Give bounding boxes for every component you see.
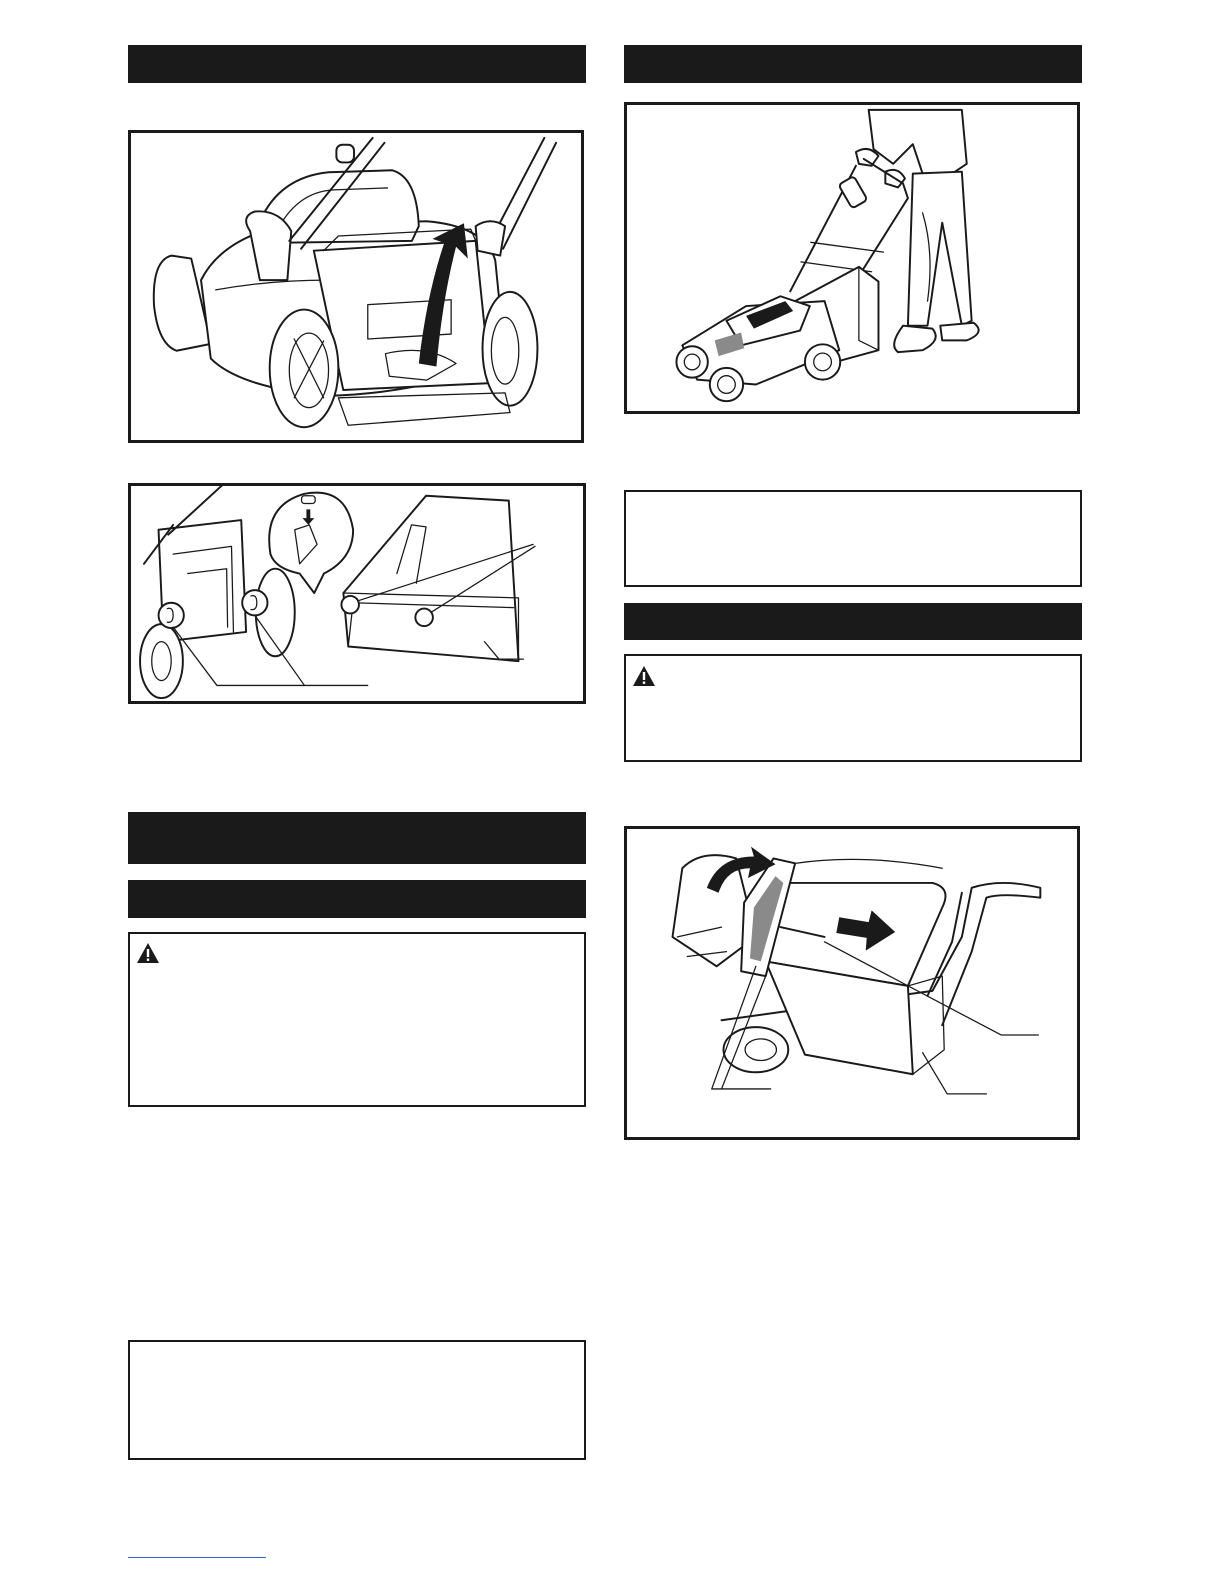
section-header-bar [128,45,586,83]
remove-grass-basket-illustration [627,829,1077,1137]
warning-box [128,932,586,1107]
section-header-bar [128,880,586,918]
footer-link-rule [128,1557,266,1558]
section-header-bar [624,603,1082,640]
section-header-bar [624,45,1082,83]
attach-grass-basket-illustration [131,486,583,701]
note-box [128,1340,586,1460]
warning-triangle-icon [137,943,159,963]
note-box [624,490,1082,587]
warning-triangle-icon [633,666,655,686]
figure-attach-grass-basket [128,483,586,704]
figure-operating-mower [624,102,1080,414]
lift-rear-flap-illustration [131,133,581,440]
figure-lift-rear-flap [128,130,584,443]
warning-box [624,654,1082,762]
operating-mower-illustration [627,105,1077,411]
chapter-header-bar [128,812,586,864]
figure-remove-grass-basket [624,826,1080,1140]
